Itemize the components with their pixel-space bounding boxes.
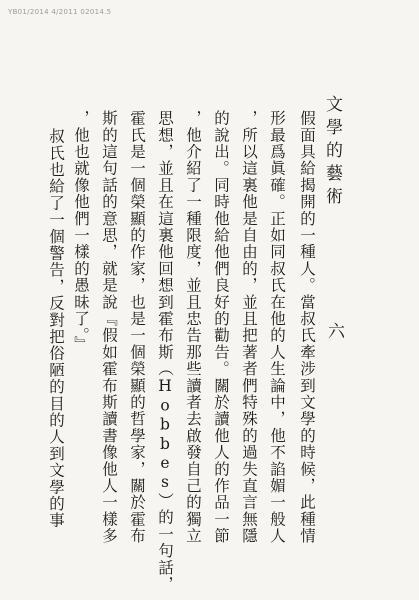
text-column-9: ，他也就像他們一樣的愚昧了。』: [72, 110, 90, 353]
running-header-title: 文學的藝術: [322, 95, 342, 210]
text-column-2: 形最爲眞確。正如同叔氏在他的人生論中，他不諂媚一般人: [268, 110, 286, 545]
text-column-3: ，所以這裏他是自由的，並且把著者們特殊的過失直言無隱: [240, 110, 258, 545]
page-number: 六: [324, 322, 344, 341]
text-column-1-part2: 情: [298, 527, 316, 545]
text-column-7: 霍氏是一個榮顯的作家，也是一個榮顯的哲學家，關於霍布: [128, 110, 146, 545]
text-column-1-part1: 假面具給揭開的一種人。當叔氏牽涉到文學的時候，此種: [298, 110, 316, 528]
text-column-1: [297, 110, 316, 544]
text-column-8: 斯的這句話的意思，就是說『假如霍布斯讀書像他人一樣多: [100, 110, 118, 545]
text-column-10: 叔氏也給了一個警告，反對把俗陋的目的人到文學的事: [47, 128, 65, 529]
text-column-4: 的說出。同時他給他們良好的勸告。關於讀他人的作品一節: [212, 110, 230, 545]
text-column-5: ，他介紹了一種限度，並且忠告那些讀者去啟發自己的獨立: [184, 110, 202, 545]
text-column-6: 思想，並且在這裏他回想到霍布斯（Hobbes）的一句話，: [156, 110, 174, 593]
scan-stamp: YB01/2014 4/2011 02014.5: [8, 8, 112, 16]
